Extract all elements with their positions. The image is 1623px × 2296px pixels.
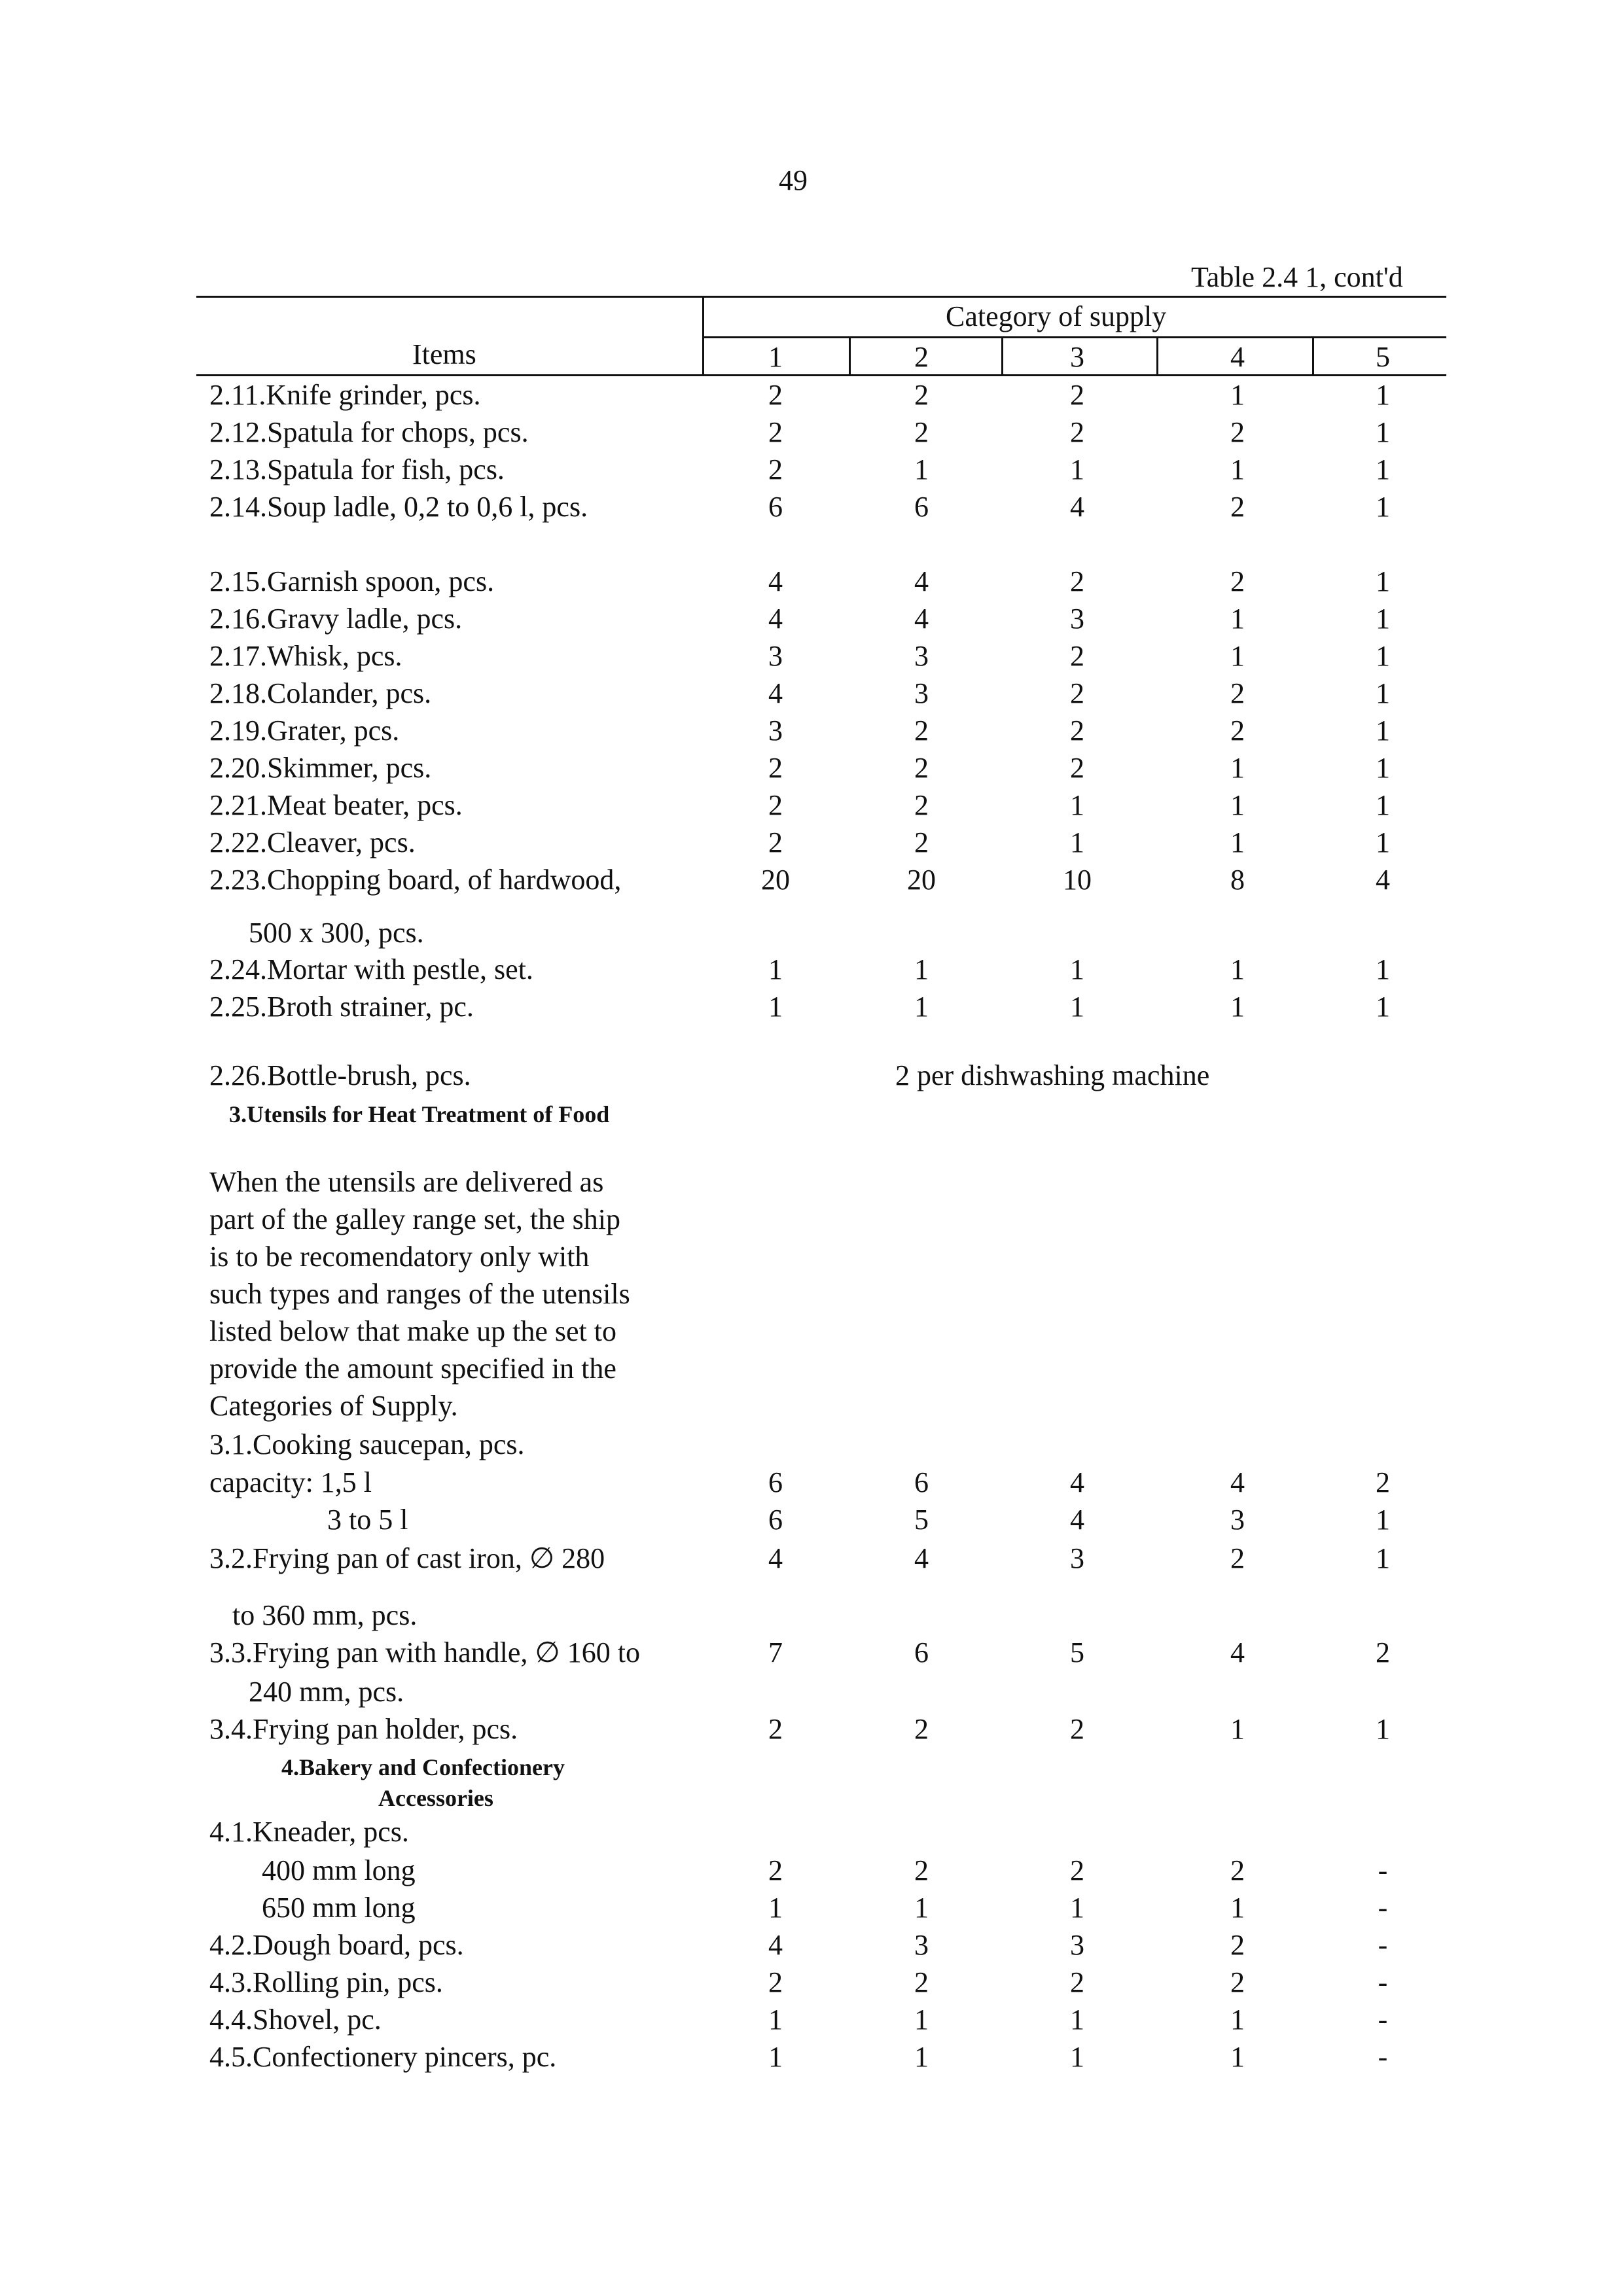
cell-cat-1: 2 bbox=[768, 1713, 783, 1745]
table-row bbox=[0, 714, 1623, 751]
table-row bbox=[0, 1854, 1623, 1890]
cell-cat-5: 1 bbox=[1376, 603, 1390, 635]
section-3-title: 3.Utensils for Heat Treatment of Food bbox=[229, 1101, 610, 1127]
cell-cat-5: - bbox=[1378, 1854, 1388, 1886]
cell-cat-4: 2 bbox=[1230, 1542, 1245, 1574]
category-rule bbox=[702, 336, 1446, 338]
cell-cat-2: 4 bbox=[914, 565, 929, 597]
cell-cat-1: 4 bbox=[768, 677, 783, 709]
cell-cat-1: 20 bbox=[761, 864, 790, 896]
cell-cat-5: 2 bbox=[1376, 1636, 1390, 1669]
table-caption: Table 2.4 1, cont'd bbox=[1191, 261, 1403, 293]
cell-cat-1: 2 bbox=[768, 1854, 783, 1886]
row-label: 2.15.Garnish spoon, pcs. bbox=[209, 565, 495, 597]
cell-cat-4: 8 bbox=[1230, 864, 1245, 896]
cell-cat-3: 1 bbox=[1070, 826, 1084, 858]
table-row bbox=[0, 863, 1623, 900]
cell-cat-4: 3 bbox=[1230, 1504, 1245, 1536]
cell-cat-1: 2 bbox=[768, 453, 783, 486]
table-row bbox=[0, 490, 1623, 527]
cell-cat-2: 4 bbox=[914, 603, 929, 635]
cell-cat-2: 2 bbox=[914, 1713, 929, 1745]
row-label: 2.26.Bottle-brush, pcs. bbox=[209, 1059, 471, 1091]
cell-cat-4: 2 bbox=[1230, 1929, 1245, 1961]
section-4-title-cont: Accessories bbox=[378, 1785, 493, 1811]
section-4-title: 4.Bakery and Confectionery bbox=[281, 1754, 565, 1780]
row-value-note: 2 per dishwashing machine bbox=[895, 1059, 1210, 1091]
table-row bbox=[0, 453, 1623, 489]
cell-cat-3: 3 bbox=[1070, 1542, 1084, 1574]
cell-cat-2: 3 bbox=[914, 677, 929, 709]
cell-cat-5: 4 bbox=[1376, 864, 1390, 896]
cell-cat-5: 1 bbox=[1376, 565, 1390, 597]
cell-cat-1: 4 bbox=[768, 1929, 783, 1961]
row-label: 2.11.Knife grinder, pcs. bbox=[209, 379, 481, 411]
cell-cat-2: 3 bbox=[914, 1929, 929, 1961]
row-label: 4.4.Shovel, pc. bbox=[209, 2004, 382, 2036]
cell-cat-3: 2 bbox=[1070, 752, 1084, 784]
table-row bbox=[0, 1891, 1623, 1928]
cell-cat-1: 3 bbox=[768, 715, 783, 747]
row-label-cont: 500 x 300, pcs. bbox=[249, 917, 424, 949]
cell-cat-5: 1 bbox=[1376, 677, 1390, 709]
table-row bbox=[0, 1598, 1623, 1635]
cell-cat-3: 2 bbox=[1070, 1713, 1084, 1745]
row-label: 3 to 5 l bbox=[327, 1504, 408, 1536]
table-row bbox=[0, 916, 1623, 953]
paragraph-line: provide the amount specified in the bbox=[209, 1352, 616, 1385]
table-top-rule bbox=[196, 296, 1446, 298]
cell-cat-5: 1 bbox=[1376, 379, 1390, 411]
cell-cat-4: 2 bbox=[1230, 1966, 1245, 1998]
row-label: 3.3.Frying pan with handle, ∅ 160 to bbox=[209, 1636, 640, 1669]
row-label: 4.5.Confectionery pincers, pc. bbox=[209, 2041, 557, 2073]
header-divider bbox=[702, 296, 704, 376]
cell-cat-5: 1 bbox=[1376, 1504, 1390, 1536]
cell-cat-3: 1 bbox=[1070, 953, 1084, 985]
cell-cat-5: 1 bbox=[1376, 991, 1390, 1023]
cell-cat-2: 6 bbox=[914, 1636, 929, 1669]
col-header-5: 5 bbox=[1376, 341, 1390, 373]
cell-cat-3: 3 bbox=[1070, 603, 1084, 635]
col-header-1: 1 bbox=[768, 341, 783, 373]
paragraph-line: such types and ranges of the utensils bbox=[209, 1278, 630, 1310]
cell-cat-1: 2 bbox=[768, 379, 783, 411]
cell-cat-5: 1 bbox=[1376, 453, 1390, 486]
table-row bbox=[0, 1503, 1623, 1540]
row-label: 2.14.Soup ladle, 0,2 to 0,6 l, pcs. bbox=[209, 491, 588, 523]
cell-cat-4: 1 bbox=[1230, 640, 1245, 672]
cell-cat-4: 1 bbox=[1230, 2041, 1245, 2073]
row-label: 2.24.Mortar with pestle, set. bbox=[209, 953, 533, 985]
cell-cat-2: 2 bbox=[914, 1966, 929, 1998]
cell-cat-2: 2 bbox=[914, 826, 929, 858]
col-divider bbox=[1312, 336, 1314, 376]
cell-cat-4: 1 bbox=[1230, 453, 1245, 486]
table-row bbox=[0, 1466, 1623, 1502]
cell-cat-3: 2 bbox=[1070, 416, 1084, 448]
paragraph-line: When the utensils are delivered as bbox=[209, 1166, 604, 1198]
cell-cat-5: 1 bbox=[1376, 640, 1390, 672]
cell-cat-5: - bbox=[1378, 1966, 1388, 1998]
table-row bbox=[0, 1966, 1623, 2002]
col-divider bbox=[1001, 336, 1003, 376]
col-header-4: 4 bbox=[1230, 341, 1245, 373]
cell-cat-4: 2 bbox=[1230, 565, 1245, 597]
cell-cat-3: 1 bbox=[1070, 991, 1084, 1023]
table-row bbox=[0, 751, 1623, 788]
cell-cat-3: 1 bbox=[1070, 789, 1084, 821]
cell-cat-1: 2 bbox=[768, 416, 783, 448]
cell-cat-4: 1 bbox=[1230, 379, 1245, 411]
cell-cat-1: 1 bbox=[768, 2004, 783, 2036]
cell-cat-1: 4 bbox=[768, 565, 783, 597]
col-header-2: 2 bbox=[914, 341, 929, 373]
table-row bbox=[0, 378, 1623, 415]
cell-cat-2: 6 bbox=[914, 491, 929, 523]
row-label: 2.17.Whisk, pcs. bbox=[209, 640, 402, 672]
table-row bbox=[0, 2040, 1623, 2077]
row-label: 4.1.Kneader, pcs. bbox=[209, 1816, 409, 1848]
paragraph-line: is to be recomendatory only with bbox=[209, 1241, 590, 1273]
cell-cat-1: 6 bbox=[768, 491, 783, 523]
col-header-3: 3 bbox=[1070, 341, 1084, 373]
table-row bbox=[0, 990, 1623, 1027]
cell-cat-3: 2 bbox=[1070, 379, 1084, 411]
cell-cat-4: 4 bbox=[1230, 1466, 1245, 1498]
cell-cat-3: 2 bbox=[1070, 640, 1084, 672]
cell-cat-4: 2 bbox=[1230, 677, 1245, 709]
header-bottom-rule bbox=[196, 374, 1446, 376]
row-label: 2.22.Cleaver, pcs. bbox=[209, 826, 416, 858]
cell-cat-4: 4 bbox=[1230, 1636, 1245, 1669]
cell-cat-5: 1 bbox=[1376, 715, 1390, 747]
cell-cat-5: 1 bbox=[1376, 1713, 1390, 1745]
cell-cat-2: 1 bbox=[914, 953, 929, 985]
cell-cat-4: 1 bbox=[1230, 2004, 1245, 2036]
cell-cat-5: 1 bbox=[1376, 491, 1390, 523]
cell-cat-4: 1 bbox=[1230, 991, 1245, 1023]
row-label-cont: to 360 mm, pcs. bbox=[232, 1599, 418, 1631]
paragraph-line: Categories of Supply. bbox=[209, 1390, 458, 1422]
cell-cat-2: 4 bbox=[914, 1542, 929, 1574]
cell-cat-5: - bbox=[1378, 2041, 1388, 2073]
cell-cat-3: 2 bbox=[1070, 1854, 1084, 1886]
cell-cat-2: 2 bbox=[914, 416, 929, 448]
cell-cat-1: 1 bbox=[768, 953, 783, 985]
cell-cat-2: 2 bbox=[914, 379, 929, 411]
cell-cat-2: 1 bbox=[914, 1892, 929, 1924]
page-number: 49 bbox=[779, 164, 808, 196]
cell-cat-3: 1 bbox=[1070, 1892, 1084, 1924]
row-label: 4.2.Dough board, pcs. bbox=[209, 1929, 464, 1961]
cell-cat-3: 1 bbox=[1070, 453, 1084, 486]
cell-cat-5: - bbox=[1378, 1929, 1388, 1961]
cell-cat-1: 2 bbox=[768, 789, 783, 821]
cell-cat-2: 2 bbox=[914, 715, 929, 747]
row-label: 3.1.Cooking saucepan, pcs. bbox=[209, 1428, 525, 1460]
cell-cat-2: 20 bbox=[907, 864, 936, 896]
table-row bbox=[0, 1059, 1623, 1095]
cell-cat-1: 2 bbox=[768, 1966, 783, 1998]
cell-cat-5: 2 bbox=[1376, 1466, 1390, 1498]
row-label: 400 mm long bbox=[262, 1854, 416, 1886]
section-3-paragraph bbox=[209, 1163, 707, 1424]
cell-cat-1: 1 bbox=[768, 2041, 783, 2073]
cell-cat-1: 2 bbox=[768, 752, 783, 784]
table-row bbox=[0, 415, 1623, 452]
cell-cat-1: 2 bbox=[768, 826, 783, 858]
items-header: Items bbox=[412, 338, 476, 370]
cell-cat-4: 1 bbox=[1230, 1713, 1245, 1745]
cell-cat-4: 1 bbox=[1230, 603, 1245, 635]
cell-cat-4: 2 bbox=[1230, 491, 1245, 523]
row-label: 3.2.Frying pan of cast iron, ∅ 280 bbox=[209, 1542, 605, 1574]
cell-cat-2: 1 bbox=[914, 991, 929, 1023]
table-row bbox=[0, 565, 1623, 601]
col-divider bbox=[849, 336, 851, 376]
row-label: 4.3.Rolling pin, pcs. bbox=[209, 1966, 443, 1998]
cell-cat-2: 1 bbox=[914, 2041, 929, 2073]
cell-cat-4: 1 bbox=[1230, 1892, 1245, 1924]
cell-cat-2: 5 bbox=[914, 1504, 929, 1536]
cell-cat-1: 7 bbox=[768, 1636, 783, 1669]
cell-cat-3: 1 bbox=[1070, 2041, 1084, 2073]
cell-cat-3: 3 bbox=[1070, 1929, 1084, 1961]
row-label: 2.25.Broth strainer, pc. bbox=[209, 991, 474, 1023]
table-row bbox=[0, 677, 1623, 713]
cell-cat-1: 4 bbox=[768, 1542, 783, 1574]
cell-cat-4: 2 bbox=[1230, 715, 1245, 747]
cell-cat-1: 6 bbox=[768, 1504, 783, 1536]
cell-cat-3: 5 bbox=[1070, 1636, 1084, 1669]
table-row bbox=[0, 1542, 1623, 1578]
cell-cat-3: 4 bbox=[1070, 1466, 1084, 1498]
cell-cat-1: 4 bbox=[768, 603, 783, 635]
cell-cat-2: 2 bbox=[914, 752, 929, 784]
cell-cat-5: 1 bbox=[1376, 826, 1390, 858]
row-label: 2.23.Chopping board, of hardwood, bbox=[209, 864, 622, 896]
cell-cat-2: 6 bbox=[914, 1466, 929, 1498]
row-label: 2.21.Meat beater, pcs. bbox=[209, 789, 463, 821]
cell-cat-3: 1 bbox=[1070, 2004, 1084, 2036]
cell-cat-3: 2 bbox=[1070, 1966, 1084, 1998]
cell-cat-2: 1 bbox=[914, 453, 929, 486]
paragraph-line: listed below that make up the set to bbox=[209, 1315, 616, 1347]
row-label: 2.20.Skimmer, pcs. bbox=[209, 752, 432, 784]
cell-cat-3: 2 bbox=[1070, 677, 1084, 709]
row-label-cont: 240 mm, pcs. bbox=[249, 1676, 404, 1708]
cell-cat-1: 6 bbox=[768, 1466, 783, 1498]
cell-cat-2: 2 bbox=[914, 789, 929, 821]
row-label: 3.4.Frying pan holder, pcs. bbox=[209, 1713, 518, 1745]
cell-cat-4: 1 bbox=[1230, 826, 1245, 858]
table-row bbox=[0, 602, 1623, 639]
row-label: 2.19.Grater, pcs. bbox=[209, 715, 400, 747]
row-label: capacity: 1,5 l bbox=[209, 1466, 372, 1498]
table-row bbox=[0, 953, 1623, 989]
cell-cat-4: 2 bbox=[1230, 1854, 1245, 1886]
row-label: 2.18.Colander, pcs. bbox=[209, 677, 432, 709]
table-row bbox=[0, 639, 1623, 676]
row-label: 2.13.Spatula for fish, pcs. bbox=[209, 453, 505, 486]
table-row bbox=[0, 788, 1623, 825]
row-label: 2.16.Gravy ladle, pcs. bbox=[209, 603, 463, 635]
table-row bbox=[0, 1636, 1623, 1672]
cell-cat-4: 1 bbox=[1230, 953, 1245, 985]
cell-cat-2: 1 bbox=[914, 2004, 929, 2036]
category-header: Category of supply bbox=[946, 300, 1167, 332]
table-row bbox=[0, 2003, 1623, 2040]
cell-cat-1: 3 bbox=[768, 640, 783, 672]
table-row bbox=[0, 1928, 1623, 1965]
row-label: 650 mm long bbox=[262, 1892, 416, 1924]
cell-cat-3: 10 bbox=[1063, 864, 1092, 896]
cell-cat-5: 1 bbox=[1376, 789, 1390, 821]
table-row bbox=[0, 826, 1623, 862]
paragraph-line: part of the galley range set, the ship bbox=[209, 1203, 621, 1235]
table-row bbox=[0, 1428, 1623, 1464]
table-row bbox=[0, 1815, 1623, 1852]
cell-cat-5: 1 bbox=[1376, 953, 1390, 985]
cell-cat-5: - bbox=[1378, 2004, 1388, 2036]
cell-cat-5: 1 bbox=[1376, 416, 1390, 448]
cell-cat-3: 4 bbox=[1070, 491, 1084, 523]
cell-cat-3: 4 bbox=[1070, 1504, 1084, 1536]
cell-cat-4: 1 bbox=[1230, 752, 1245, 784]
table-row bbox=[0, 1675, 1623, 1712]
cell-cat-3: 2 bbox=[1070, 715, 1084, 747]
cell-cat-5: - bbox=[1378, 1892, 1388, 1924]
cell-cat-5: 1 bbox=[1376, 1542, 1390, 1574]
cell-cat-2: 2 bbox=[914, 1854, 929, 1886]
row-label: 2.12.Spatula for chops, pcs. bbox=[209, 416, 529, 448]
cell-cat-3: 2 bbox=[1070, 565, 1084, 597]
cell-cat-1: 1 bbox=[768, 1892, 783, 1924]
cell-cat-4: 1 bbox=[1230, 789, 1245, 821]
cell-cat-1: 1 bbox=[768, 991, 783, 1023]
cell-cat-5: 1 bbox=[1376, 752, 1390, 784]
table-row bbox=[0, 1712, 1623, 1749]
cell-cat-4: 2 bbox=[1230, 416, 1245, 448]
col-divider bbox=[1156, 336, 1158, 376]
cell-cat-2: 3 bbox=[914, 640, 929, 672]
